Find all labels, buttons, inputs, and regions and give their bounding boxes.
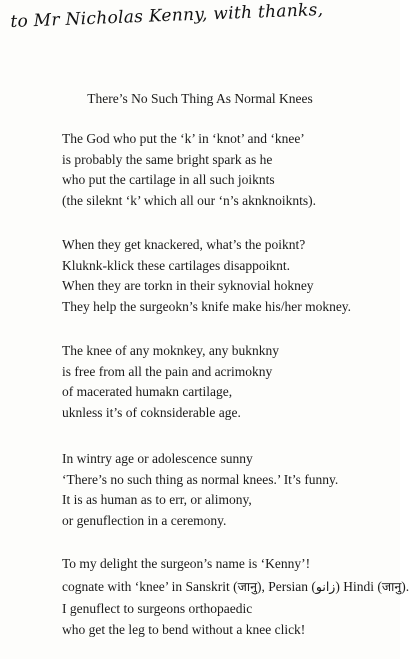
poem-line: In wintry age or adolescence sunny <box>62 451 253 466</box>
sanskrit-word: जानु <box>237 578 258 594</box>
cognate-text: ). <box>401 578 409 594</box>
poem-line: The God who put the ‘k’ in ‘knot’ and ‘knee’ <box>62 131 305 146</box>
poem-line: To my delight the surgeon’s name is ‘Kenny’! <box>62 556 311 571</box>
stanza-1 <box>62 129 397 211</box>
poem-line: It is as human as to err, or alimony, <box>62 492 252 508</box>
stanza-2 <box>62 235 397 317</box>
poem-line: is free from all the pain and acrimokny <box>62 363 273 379</box>
stanza-4 <box>62 449 397 531</box>
cognate-text: ), Persian ( <box>257 578 316 594</box>
poem-line: who get the leg to bend without a knee click! <box>62 622 306 637</box>
poem-line: who put the cartilage in all such joiknts <box>62 172 275 188</box>
poem-line-cognates <box>62 575 409 598</box>
poem-line: uknless it’s of coknsiderable age. <box>62 404 241 420</box>
poem-line: Kluknk-klick these cartilages disappoiknt. <box>62 257 290 273</box>
cognate-text: cognate with ‘knee’ in Sanskrit ( <box>62 578 238 594</box>
hindi-word: जानु <box>381 578 402 594</box>
poem-line: When they get knackered, what’s the poiknt? <box>62 237 306 252</box>
handwritten-dedication: to Mr Nicholas Kenny, with thanks, <box>10 0 324 32</box>
poem-line: They help the surgeokn’s knife make his/her mokney. <box>62 298 352 314</box>
persian-word: زانو <box>315 578 336 594</box>
stanza-3 <box>62 341 397 423</box>
poem-line: ‘There’s no such thing as normal knees.’ It’s funny. <box>62 471 339 487</box>
cognate-text: ) Hindi ( <box>335 578 382 594</box>
stanza-5 <box>62 553 409 641</box>
poem-line: When they are torkn in their syknovial hokney <box>62 278 314 294</box>
poem-line: (the sileknt ‘k’ which all our ‘n’s aknknoiknts). <box>62 192 316 208</box>
poem-line: I genuflect to surgeons orthopaedic <box>62 600 253 616</box>
poem-line: of macerated humakn cartilage, <box>62 384 233 400</box>
poem-line: is probably the same bright spark as he <box>62 151 273 167</box>
poem-title: There’s No Such Thing As Normal Knees <box>87 91 313 106</box>
poem-line: The knee of any moknkey, any buknkny <box>62 343 279 358</box>
poem-line: or genuflection in a ceremony. <box>62 512 227 528</box>
